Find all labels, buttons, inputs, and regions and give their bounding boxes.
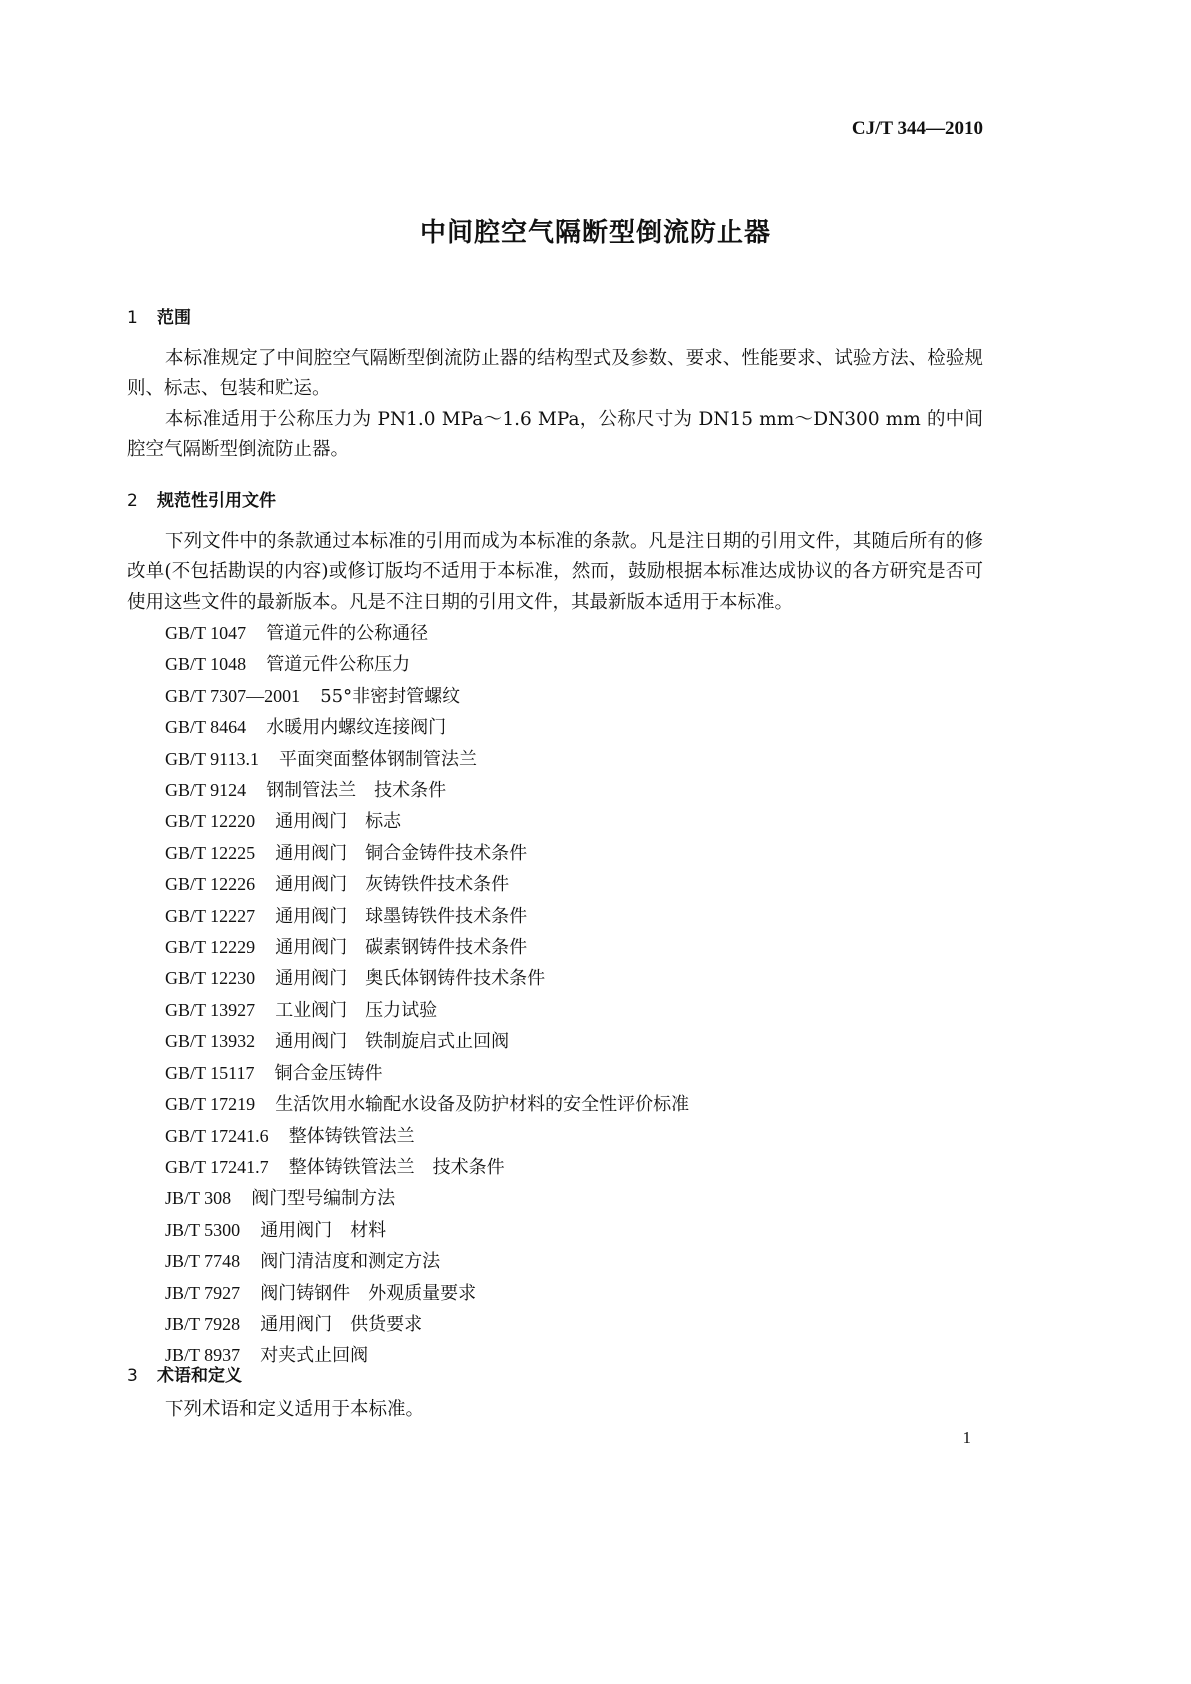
reference-code: GB/T 9113.1 bbox=[165, 748, 260, 769]
section-title: 范围 bbox=[157, 308, 191, 328]
reference-title: 铜合金压铸件 bbox=[274, 1062, 383, 1084]
reference-title: 通用阀门 铜合金铸件技术条件 bbox=[275, 842, 528, 864]
reference-title: 通用阀门 灰铸铁件技术条件 bbox=[275, 874, 510, 896]
reference-item bbox=[165, 838, 689, 869]
reference-code: GB/T 12225 bbox=[165, 842, 256, 863]
reference-item bbox=[165, 744, 689, 775]
reference-title: 通用阀门 碳素钢铸件技术条件 bbox=[275, 937, 528, 959]
reference-code: GB/T 8464 bbox=[165, 717, 247, 738]
reference-code: GB/T 12220 bbox=[165, 811, 256, 832]
reference-code: GB/T 13932 bbox=[165, 1031, 256, 1052]
reference-item bbox=[165, 1121, 689, 1152]
document-title: 中间腔空气隔断型倒流防止器 bbox=[419, 218, 771, 248]
reference-item bbox=[165, 618, 689, 649]
reference-item bbox=[165, 1058, 689, 1089]
reference-title: 整体铸铁管法兰 bbox=[288, 1125, 415, 1147]
reference-title: 整体铸铁管法兰 技术条件 bbox=[288, 1156, 505, 1178]
reference-list bbox=[165, 618, 689, 1372]
reference-item bbox=[165, 995, 689, 1026]
reference-item bbox=[165, 1026, 689, 1057]
section-heading-normative-references bbox=[127, 486, 276, 511]
reference-item bbox=[165, 681, 689, 712]
reference-code: GB/T 9124 bbox=[165, 780, 247, 801]
reference-code: JB/T 7927 bbox=[165, 1282, 241, 1303]
reference-item bbox=[165, 806, 689, 837]
reference-code: JB/T 8937 bbox=[165, 1345, 241, 1366]
reference-item bbox=[165, 1089, 689, 1120]
reference-code: GB/T 17241.7 bbox=[165, 1156, 269, 1177]
reference-code: GB/T 7307—2001 bbox=[165, 685, 301, 706]
reference-code: JB/T 7928 bbox=[165, 1313, 241, 1334]
reference-code: GB/T 17219 bbox=[165, 1094, 256, 1115]
reference-item bbox=[165, 1309, 689, 1340]
paragraph: 本标准规定了中间腔空气隔断型倒流防止器的结构型式及参数、要求、性能要求、试验方法、检验规则、标志、包装和贮运。 bbox=[127, 348, 983, 400]
reference-code: JB/T 308 bbox=[165, 1188, 232, 1209]
reference-item bbox=[165, 1246, 689, 1277]
reference-title: 管道元件公称压力 bbox=[266, 654, 411, 676]
reference-title: 工业阀门 压力试验 bbox=[275, 999, 438, 1021]
reference-item bbox=[165, 932, 689, 963]
reference-item bbox=[165, 901, 689, 932]
reference-code: GB/T 15117 bbox=[165, 1062, 255, 1083]
reference-code: GB/T 13927 bbox=[165, 999, 256, 1020]
section-title: 规范性引用文件 bbox=[157, 491, 276, 511]
reference-title: 通用阀门 标志 bbox=[275, 811, 402, 833]
reference-code: GB/T 12227 bbox=[165, 905, 256, 926]
section-heading-terms bbox=[127, 1361, 242, 1386]
paragraph: 下列文件中的条款通过本标准的引用而成为本标准的条款。凡是注日期的引用文件，其随后所有的修改单(不包括勘误的内容)或修订版均不适用于本标准，然而，鼓励根据本标准达成协议的各方研究是否可使用这些文件的最新版本。凡是不注日期的引用文件，其最新版本适用于本标准。 bbox=[127, 531, 983, 613]
reference-title: 水暖用内螺纹连接阀门 bbox=[266, 717, 447, 739]
reference-title: 通用阀门 材料 bbox=[260, 1219, 387, 1241]
reference-title: 钢制管法兰 技术条件 bbox=[266, 780, 447, 802]
reference-title: 平面突面整体钢制管法兰 bbox=[279, 748, 478, 770]
reference-title: 通用阀门 奥氏体钢铸件技术条件 bbox=[275, 968, 546, 990]
reference-code: GB/T 12230 bbox=[165, 968, 256, 989]
paragraph: 本标准适用于公称压力为 PN1.0 MPa～1.6 MPa，公称尺寸为 DN15 mm～DN300 mm 的中间腔空气隔断型倒流防止器。 bbox=[127, 409, 983, 461]
page-number: 1 bbox=[962, 1428, 971, 1447]
section-number: 2 bbox=[127, 491, 138, 511]
reference-item bbox=[165, 963, 689, 994]
reference-title: 通用阀门 供货要求 bbox=[260, 1313, 423, 1335]
reference-title: 生活饮用水输配水设备及防护材料的安全性评价标准 bbox=[275, 1094, 690, 1116]
reference-title: 阀门铸钢件 外观质量要求 bbox=[260, 1282, 477, 1304]
reference-title: 通用阀门 球墨铸铁件技术条件 bbox=[275, 905, 528, 927]
reference-item bbox=[165, 1183, 689, 1214]
reference-title: 阀门型号编制方法 bbox=[251, 1188, 396, 1210]
reference-code: JB/T 5300 bbox=[165, 1219, 241, 1240]
reference-item bbox=[165, 712, 689, 743]
reference-item bbox=[165, 1215, 689, 1246]
reference-code: GB/T 1048 bbox=[165, 654, 247, 675]
reference-item bbox=[165, 649, 689, 680]
section-number: 3 bbox=[127, 1366, 138, 1386]
reference-title: 通用阀门 铁制旋启式止回阀 bbox=[275, 1031, 510, 1053]
reference-item bbox=[165, 775, 689, 806]
reference-code: GB/T 17241.6 bbox=[165, 1125, 269, 1146]
reference-item bbox=[165, 1278, 689, 1309]
reference-title: 管道元件的公称通径 bbox=[266, 623, 429, 644]
reference-title: 55°非密封管螺纹 bbox=[320, 685, 461, 707]
reference-title: 阀门清洁度和测定方法 bbox=[260, 1251, 441, 1273]
section-heading-scope bbox=[127, 303, 191, 328]
reference-code: GB/T 1047 bbox=[165, 623, 247, 643]
section-number: 1 bbox=[127, 308, 138, 328]
reference-item bbox=[165, 869, 689, 900]
reference-code: JB/T 7748 bbox=[165, 1251, 241, 1272]
reference-code: GB/T 12226 bbox=[165, 874, 256, 895]
reference-title: 对夹式止回阀 bbox=[260, 1345, 369, 1367]
reference-code: GB/T 12229 bbox=[165, 937, 256, 958]
reference-item bbox=[165, 1152, 689, 1183]
standard-number: CJ/T 344—2010 bbox=[851, 118, 983, 139]
section-title: 术语和定义 bbox=[157, 1366, 242, 1386]
paragraph: 下列术语和定义适用于本标准。 bbox=[165, 1399, 425, 1420]
reference-item bbox=[165, 1340, 689, 1371]
